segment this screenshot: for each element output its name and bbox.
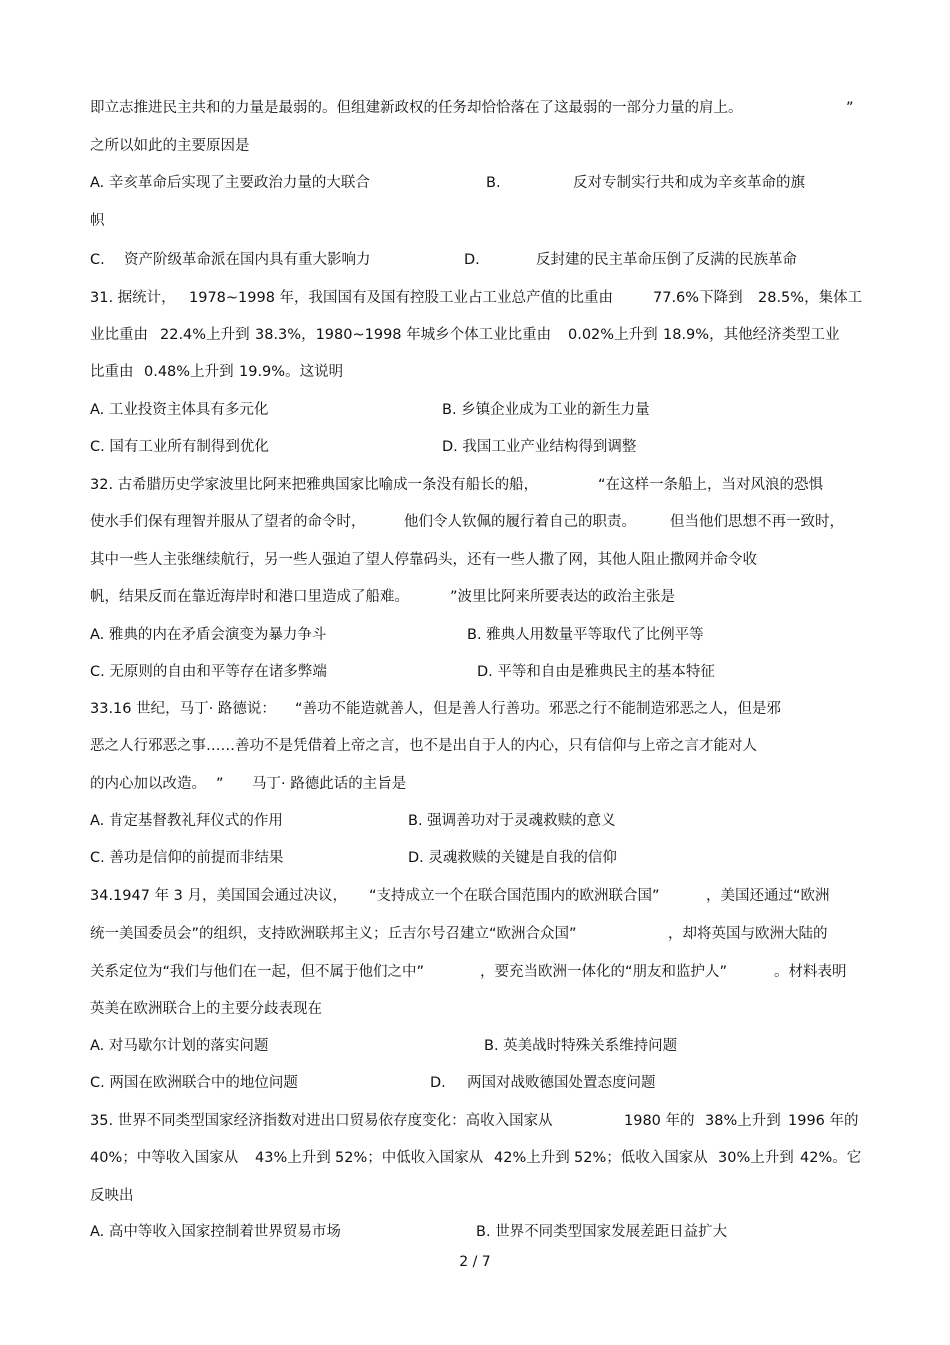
q32-seg-7: 帆，结果反而在靠近海岸时和港口里造成了船难。	[90, 589, 409, 605]
q30-option-b-cont: 帜	[90, 213, 105, 229]
q33-option-d: D. 灵魂救赎的关键是自我的信仰	[408, 850, 617, 866]
q34-option-d-label: D.	[430, 1075, 446, 1091]
q32-option-d: D. 平等和自由是雅典民主的基本特征	[477, 664, 715, 680]
q31-option-b: B. 乡镇企业成为工业的新生力量	[442, 402, 650, 418]
q32-option-a: A. 雅典的内在矛盾会演变为暴力争斗	[90, 627, 327, 643]
q35-seg-9: 52%；低收入国家从	[574, 1150, 708, 1166]
q30-option-d: 反封建的民主革命压倒了反满的民族革命	[536, 252, 797, 268]
q31-seg-12: 19.9%。这说明	[239, 364, 344, 380]
q31-seg-3: 77.6%下降到	[653, 290, 743, 306]
q35-seg-3: 38%上升到	[705, 1113, 781, 1129]
q32-option-b: B. 雅典人用数量平等取代了比例平等	[467, 627, 704, 643]
q31-seg-9: 18.9%，其他经济类型工业	[663, 327, 840, 343]
q35-seg-7: 52%；中低收入国家从	[335, 1150, 484, 1166]
q33-seg-5: ”	[216, 776, 224, 792]
q35-seg-10: 30%上升到	[718, 1150, 794, 1166]
q32-seg-5: 但当他们思想不再一致时，	[670, 514, 844, 530]
q34-seg-9: 英美在欧洲联合上的主要分歧表现在	[90, 1001, 322, 1017]
q32-seg-8: ”波里比阿来所要表达的政治主张是	[450, 589, 676, 605]
q33-option-a: A. 肯定基督教礼拜仪式的作用	[90, 813, 283, 829]
q30-material-end: 即立志推进民主共和的力量是最弱的。但组建新政权的任务却恰恰落在了这最弱的一部分力量的肩上。	[90, 100, 743, 116]
q34-seg-6: 关系定位为“我们与他们在一起，但不属于他们之中”	[90, 964, 425, 980]
q31-seg-2: 1978~1998 年，我国国有及国有控股工业占工业总产值的比重由	[189, 290, 614, 306]
q30-option-b: 反对专制实行共和成为辛亥革命的旗	[573, 175, 805, 191]
q35-seg-1: 35. 世界不同类型国家经济指数对进出口贸易依存度变化：高收入国家从	[90, 1113, 553, 1129]
q30-option-b-label: B.	[486, 175, 501, 191]
q32-seg-1: 32. 古希腊历史学家波里比阿来把雅典国家比喻成一条没有船长的船，	[90, 477, 539, 493]
q35-option-b: B. 世界不同类型国家发展差距日益扩大	[476, 1224, 728, 1240]
q33-seg-6: 马丁· 路德此话的主旨是	[252, 776, 407, 792]
q30-option-d-label: D.	[464, 252, 480, 268]
q33-seg-1: 33.16 世纪，马丁· 路德说：	[90, 701, 276, 717]
q34-seg-8: 。材料表明	[774, 964, 847, 980]
q34-seg-3: ，美国还通过“欧洲	[706, 888, 830, 904]
q35-option-a: A. 高中等收入国家控制着世界贸易市场	[90, 1224, 341, 1240]
q31-seg-10: 比重由	[90, 364, 134, 380]
q33-seg-3: 恶之人行邪恶之事……善功不是凭借着上帝之言，也不是出自于人的内心，只有信仰与上帝之言才能对人	[90, 738, 757, 754]
q31-seg-6: 22.4%上升到	[160, 327, 250, 343]
page-number: 2 / 7	[459, 1254, 491, 1270]
q30-option-c: 资产阶级革命派在国内具有重大影响力	[124, 252, 371, 268]
q33-seg-4: 的内心加以改造。	[90, 776, 206, 792]
q33-option-b: B. 强调善功对于灵魂救赎的意义	[408, 813, 616, 829]
q31-option-d: D. 我国工业产业结构得到调整	[442, 439, 637, 455]
q35-seg-4: 1996 年的	[788, 1113, 859, 1129]
q34-option-d: 两国对战败德国处置态度问题	[467, 1075, 656, 1091]
q35-seg-6: 43%上升到	[255, 1150, 331, 1166]
q31-option-c: C. 国有工业所有制得到优化	[90, 439, 269, 455]
q34-seg-7: ，要充当欧洲一体化的“朋友和监护人”	[480, 964, 728, 980]
q34-option-a: A. 对马歇尔计划的落实问题	[90, 1038, 269, 1054]
q32-seg-4: 他们令人钦佩的履行着自己的职责。	[404, 514, 636, 530]
q34-option-b: B. 英美战时特殊关系维持问题	[484, 1038, 678, 1054]
q35-seg-2: 1980 年的	[624, 1113, 695, 1129]
q30-stem: 之所以如此的主要原因是	[90, 138, 250, 154]
q31-seg-5: 业比重由	[90, 327, 148, 343]
q35-seg-5: 40%；中等收入国家从	[90, 1150, 239, 1166]
q33-seg-2: “善功不能造就善人，但是善人行善功。邪恶之行不能制造邪恶之人，但是邪	[295, 701, 782, 717]
q33-option-c: C. 善功是信仰的前提而非结果	[90, 850, 284, 866]
q31-seg-1: 31. 据统计，	[90, 290, 176, 306]
q31-option-a: A. 工业投资主体具有多元化	[90, 402, 269, 418]
q30-option-c-label: C.	[90, 252, 105, 268]
q32-option-c: C. 无原则的自由和平等存在诸多弊端	[90, 664, 327, 680]
q35-seg-8: 42%上升到	[494, 1150, 570, 1166]
q34-seg-2: “支持成立一个在联合国范围内的欧洲联合国”	[369, 888, 660, 904]
q30-option-a: A. 辛亥革命后实现了主要政治力量的大联合	[90, 175, 370, 191]
q31-seg-11: 0.48%上升到	[144, 364, 234, 380]
q34-option-c: C. 两国在欧洲联合中的地位问题	[90, 1075, 298, 1091]
q34-seg-4: 统一美国委员会”的组织，支持欧洲联邦主义；丘吉尔号召建立“欧洲合众国”	[90, 926, 577, 942]
q32-seg-3: 使水手们保有理智并服从了望者的命令时，	[90, 514, 366, 530]
q35-seg-11: 42%。它	[800, 1150, 862, 1166]
q31-seg-7: 38.3%，1980~1998 年城乡个体工业比重由	[255, 327, 552, 343]
q34-seg-5: ，却将英国与欧洲大陆的	[668, 926, 828, 942]
q34-seg-1: 34.1947 年 3 月，美国国会通过决议，	[90, 888, 348, 904]
q31-seg-8: 0.02%上升到	[568, 327, 658, 343]
q32-seg-2: “在这样一条船上，当对风浪的恐惧	[598, 477, 824, 493]
q31-seg-4: 28.5%，集体工	[758, 290, 863, 306]
q32-seg-6: 其中一些人主张继续航行，另一些人强迫了望人停靠码头，还有一些人撒了网，其他人阻止撒网并命令收	[90, 552, 757, 568]
closing-quote: ”	[846, 100, 854, 116]
q35-seg-12: 反映出	[90, 1188, 134, 1204]
